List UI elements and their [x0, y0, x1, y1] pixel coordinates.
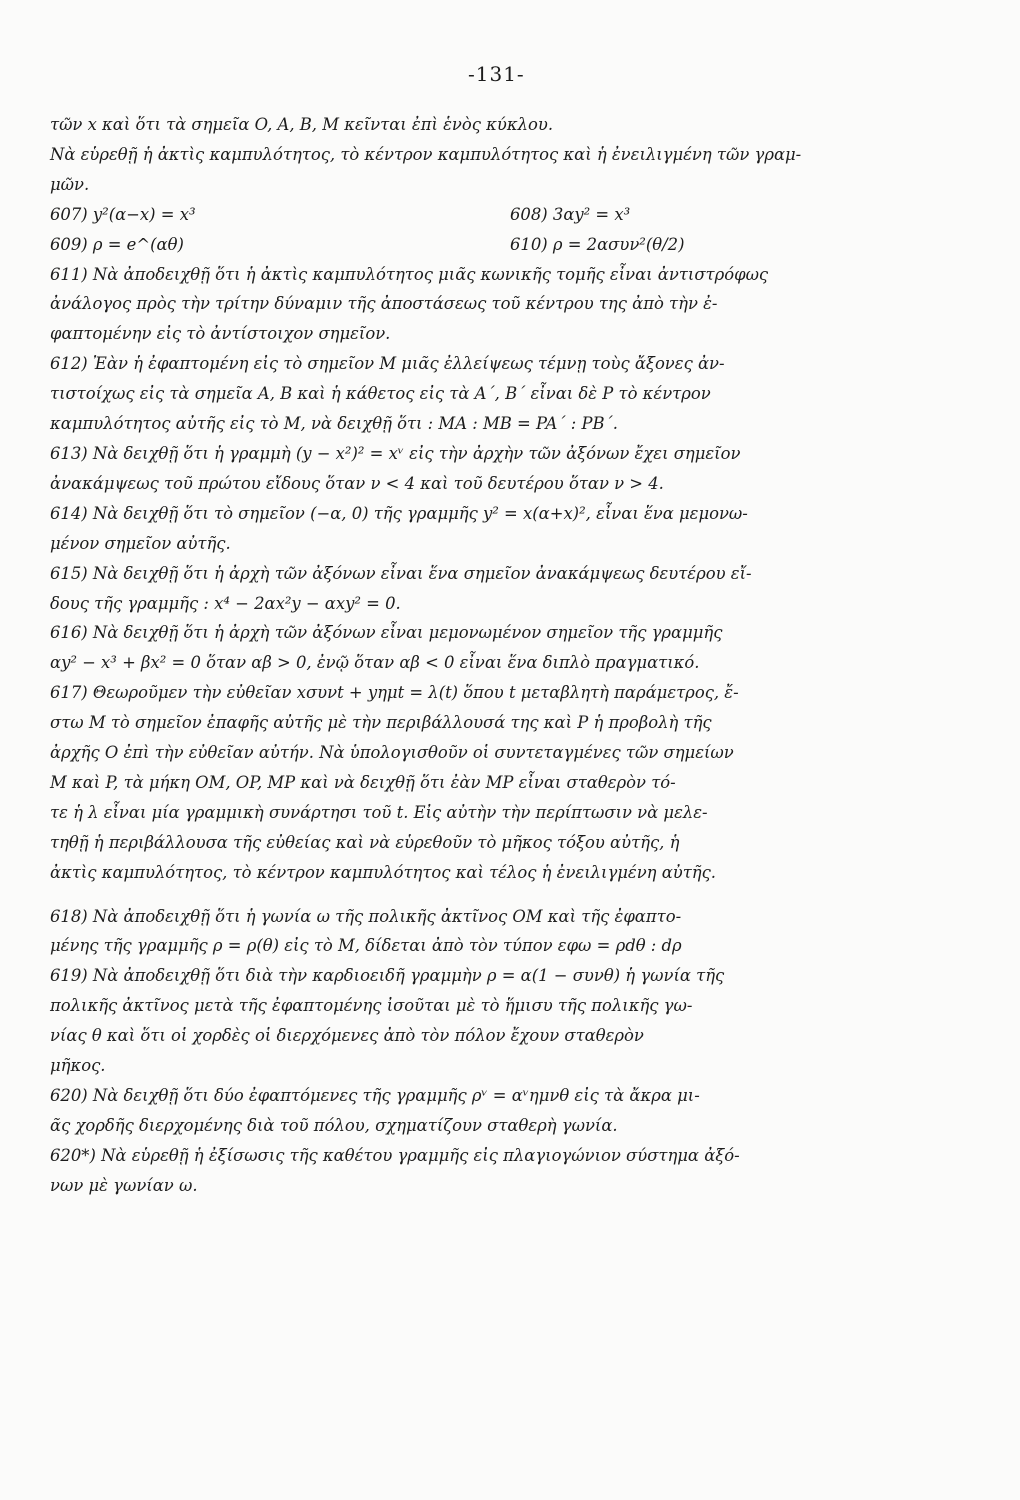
text-line: ἀρχῆς O ἐπὶ τὴν εὐθεῖαν αὐτήν. Νὰ ὑπολογισθοῦν οἱ συντεταγμένες τῶν σημείων [50, 743, 734, 763]
text-line: τηθῇ ἡ περιβάλλουσα τῆς εὐθείας καὶ νὰ εὑρεθοῦν τὸ μῆκος τόξου αὐτῆς, ἡ [50, 832, 680, 852]
text-line: ἀνακάμψεως τοῦ πρώτου εἴδους ὅταν ν < 4 καὶ τοῦ δευτέρου ὅταν ν > 4. [50, 473, 664, 493]
formula-609: 609) ρ = e^(αθ) [50, 234, 184, 254]
problem-612: 612) Ἐὰν ἡ ἐφαπτομένη εἰς τὸ σημεῖον M μιᾶς ἐλλείψεως τέμνῃ τοὺς ἄξονες ἀν- [50, 354, 725, 374]
problem-620: 620) Νὰ δειχθῇ ὅτι δύο ἐφαπτόμενες τῆς γραμμῆς ρᵛ = αᵛημνθ εἰς τὰ ἄκρα μι- [50, 1086, 700, 1105]
problem-615: 615) Νὰ δειχθῇ ὅτι ἡ ἀρχὴ τῶν ἀξόνων εἶναι ἕνα σημεῖον ἀνακάμψεως δευτέρου εἴ- [50, 563, 752, 583]
problem-617: 617) Θεωροῦμεν τὴν εὐθεῖαν xσυνt + yημt = λ(t) ὅπου t μεταβλητὴ παράμετρος, ἔ- [50, 683, 739, 703]
formula-row [50, 230, 955, 260]
problem-618: 618) Νὰ ἀποδειχθῇ ὅτι ἡ γωνία ω τῆς πολικῆς ἀκτῖνος OM καὶ τῆς ἐφαπτο- [50, 906, 682, 926]
text-line: τε ἡ λ εἶναι μία γραμμικὴ συνάρτησι τοῦ t. Εἰς αὐτὴν τὴν περίπτωσιν νὰ μελε- [50, 802, 708, 822]
formula-608: 608) 3αy² = x³ [510, 204, 631, 224]
problem-620-star: 620*) Νὰ εὑρεθῇ ἡ ἐξίσωσις τῆς καθέτου γραμμῆς εἰς πλαγιογώνιον σύστημα ἀξό- [50, 1145, 740, 1165]
text-line: νων μὲ γωνίαν ω. [50, 1175, 198, 1195]
text-line: τιστοίχως εἰς τὰ σημεῖα A, B καὶ ἡ κάθετος εἰς τὰ A΄, B΄ εἶναι δὲ P τὸ κέντρον [50, 384, 711, 404]
text-line: ἀνάλογος πρὸς τὴν τρίτην δύναμιν τῆς ἀποστάσεως τοῦ κέντρου της ἀπὸ τὴν ἐ- [50, 294, 718, 314]
text-line: ἀκτὶς καμπυλότητος, τὸ κέντρον καμπυλότητος καὶ τέλος ἡ ἐνειλιγμένη αὐτῆς. [50, 862, 716, 882]
text-body [50, 110, 955, 1201]
problem-619: 619) Νὰ ἀποδειχθῇ ὅτι διὰ τὴν καρδιοειδῆ γραμμὴν ρ = α(1 − συνθ) ἡ γωνία τῆς [50, 966, 725, 986]
problem-613: 613) Νὰ δειχθῇ ὅτι ἡ γραμμὴ (y − x²)² = xᵛ εἰς τὴν ἀρχὴν τῶν ἀξόνων ἔχει σημεῖον [50, 443, 741, 463]
formula-607: 607) y²(α−x) = x³ [50, 204, 196, 224]
formula-610: 610) ρ = 2ασυν²(θ/2) [510, 234, 685, 254]
text-line: καμπυλότητος αὐτῆς εἰς τὸ M, νὰ δειχθῇ ὅτι : MA : MB = PA΄ : PB΄. [50, 414, 618, 434]
text-line: μῆκος. [50, 1056, 106, 1076]
text-line: δους τῆς γραμμῆς : x⁴ − 2αx²y − αxy² = 0. [50, 593, 401, 613]
text-line: φαπτομένην εἰς τὸ ἀντίστοιχον σημεῖον. [50, 324, 391, 344]
formula-row [50, 200, 955, 230]
text-line: στω M τὸ σημεῖον ἐπαφῆς αὐτῆς μὲ τὴν περιβάλλουσά της καὶ P ἡ προβολὴ τῆς [50, 713, 712, 733]
text-line: νίας θ καὶ ὅτι οἱ χορδὲς οἱ διερχόμενες ἀπὸ τὸν πόλον ἔχουν σταθερὸν [50, 1026, 644, 1046]
text-line: ᾶς χορδῆς διερχομένης διὰ τοῦ πόλου, σχηματίζουν σταθερὴ γωνία. [50, 1115, 618, 1135]
text-line: μῶν. [50, 174, 90, 194]
page-number: -131- [468, 62, 525, 86]
text-line: μένης τῆς γραμμῆς ρ = ρ(θ) εἰς τὸ M, δίδεται ἀπὸ τὸν τύπον εφω = ρdθ : dρ [50, 936, 682, 956]
problem-616: 616) Νὰ δειχθῇ ὅτι ἡ ἀρχὴ τῶν ἀξόνων εἶναι μεμονωμένον σημεῖον τῆς γραμμῆς [50, 623, 723, 643]
problem-611: 611) Νὰ ἀποδειχθῇ ὅτι ἡ ἀκτὶς καμπυλότητος μιᾶς κωνικῆς τομῆς εἶναι ἀντιστρόφως [50, 264, 769, 284]
text-line: αy² − x³ + βx² = 0 ὅταν αβ > 0, ἐνῷ ὅταν αβ < 0 εἶναι ἕνα διπλὸ πραγματικό. [50, 653, 700, 673]
text-line: μένον σημεῖον αὐτῆς. [50, 533, 231, 553]
text-line: Νὰ εὑρεθῇ ἡ ἀκτὶς καμπυλότητος, τὸ κέντρον καμπυλότητος καὶ ἡ ἐνειλιγμένη τῶν γραμ- [50, 144, 802, 164]
problem-614: 614) Νὰ δειχθῇ ὅτι τὸ σημεῖον (−α, 0) τῆς γραμμῆς y² = x(α+x)², εἶναι ἕνα μεμονω- [50, 503, 748, 523]
text-line: τῶν x καὶ ὅτι τὰ σημεῖα O, A, B, M κεῖνται ἐπὶ ἑνὸς κύκλου. [50, 115, 554, 134]
text-line: πολικῆς ἀκτῖνος μετὰ τῆς ἐφαπτομένης ἰσοῦται μὲ τὸ ἥμισυ τῆς πολικῆς γω- [50, 996, 693, 1016]
text-line: M καὶ P, τὰ μήκη OM, OP, MP καὶ νὰ δειχθῇ ὅτι ἐὰν MP εἶναι σταθερὸν τό- [50, 772, 676, 792]
